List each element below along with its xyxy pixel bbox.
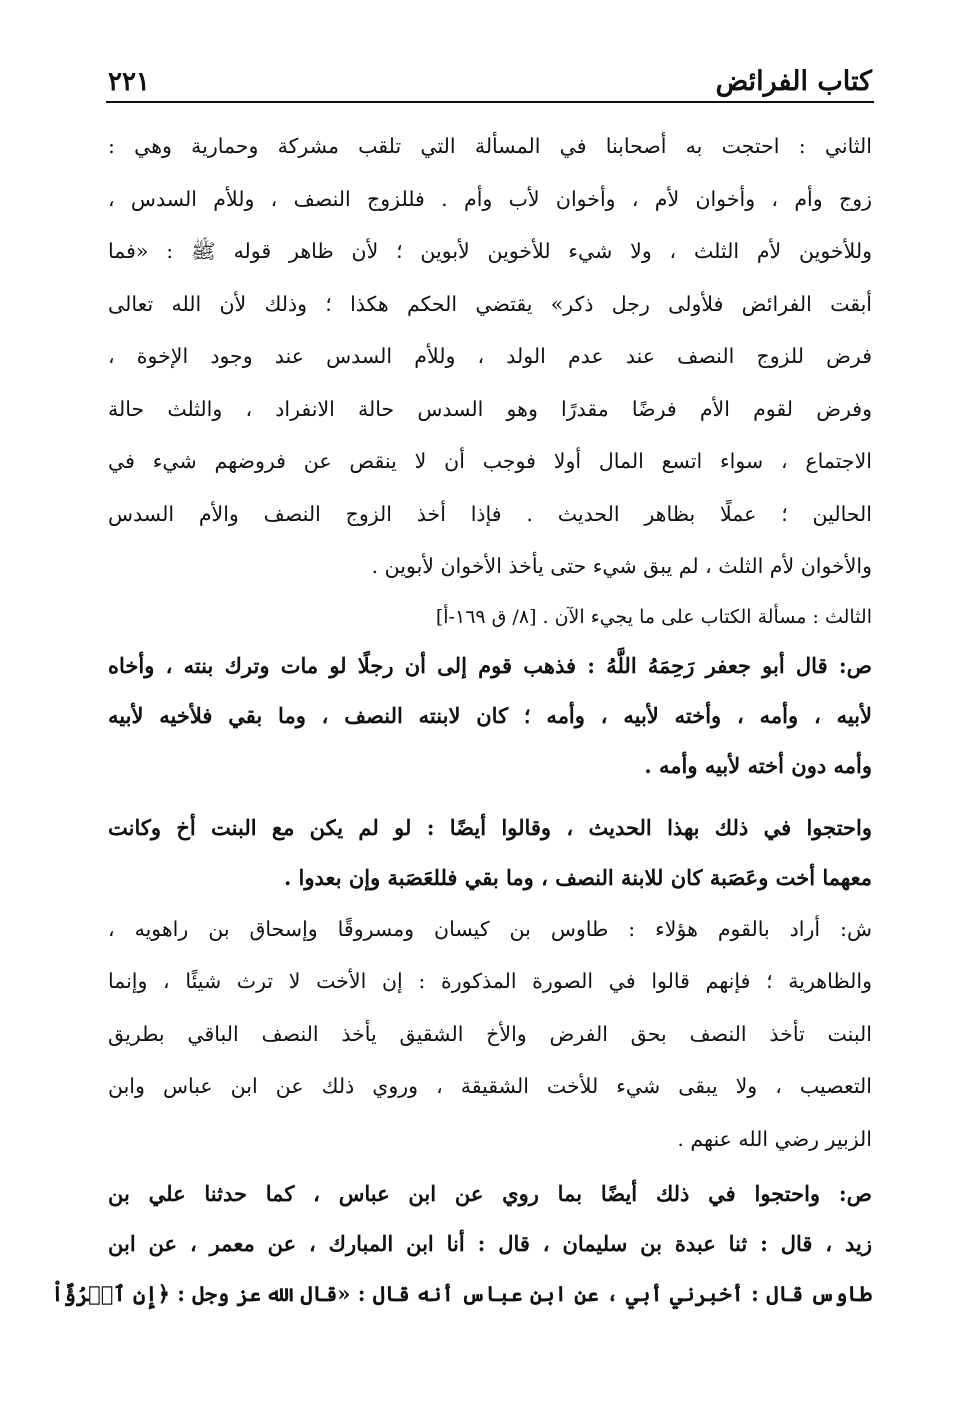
text-line: طاوس قال : أخبرني أبي ، عن ابن عباس أنه قال : «قال الله عز وجل : ﴿إِنِ ٱمۡرُؤٌاْ (51, 1281, 872, 1306)
paragraph-matn-2 (108, 803, 872, 903)
page-header (108, 52, 872, 100)
text-line: أبقت الفرائض فلأولى رجل ذكر» يقتضي الحكم هكذا ؛ وذلك لأن الله تعالى (108, 291, 872, 316)
text-line: ص: قال أبو جعفر رَحِمَهُ اللَّهُ : فذهب قوم إلى أن رجلًا لو مات وترك بنته ، وأخاه (108, 652, 872, 678)
text-line: معهما أخت وعَصَبة كان للابنة النصف ، وما بقي فللعَصَبة وإن بعدوا . (283, 864, 872, 890)
text-line: ص: واحتجوا في ذلك أيضًا بما روي عن ابن عباس ، كما حدثنا علي بن (108, 1181, 872, 1206)
text-line: التعصيب ، ولا يبقى شيء للأخت الشقيقة ، وروي ذلك عن ابن عباس وابن (108, 1074, 872, 1098)
text-line: الزبير رضي الله عنهم . (677, 1126, 872, 1151)
page-body (51, 120, 872, 1319)
text-line: فرض للزوج النصف عند عدم الولد ، وللأم السدس عند وجود الإخوة ، (108, 344, 872, 368)
text-line: زوج وأم ، وأخوان لأم ، وأخوان لأب وأم . فللزوج النصف ، وللأم السدس ، (108, 186, 872, 211)
header-rule (106, 101, 874, 103)
page-number: ٢٢١ (108, 67, 150, 97)
paragraph-sharh (108, 903, 872, 1166)
text-line: ش: أراد بالقوم هؤلاء : طاوس بن كيسان ومسروقًا وإسحاق بن راهويه ، (108, 916, 872, 941)
text-line: البنت تأخذ النصف بحق الفرض والأخ الشقيق يأخذ النصف الباقي بطريق (108, 1021, 872, 1046)
paragraph-matn-3 (51, 1169, 872, 1319)
text-line: والظاهرية ؛ فإنهم قالوا في الصورة المذكورة : إن الأخت لا ترث شيئًا ، وإنما (108, 969, 872, 993)
text-line: الحالين ؛ عملًا بظاهر الحديث . فإذا أخذ الزوج النصف والأم السدس (108, 501, 872, 526)
text-line: وفرض لقوم الأم فرضًا مقدرًا وهو السدس حالة الانفراد ، والثلث حالة (108, 396, 872, 421)
paragraph-matn-1 (108, 641, 872, 791)
text-line: الاجتماع ، سواء اتسع المال أولا فوجب أن لا ينقص عن فروضهم شيء في (108, 449, 872, 473)
paragraph-second (108, 120, 872, 593)
text-line: زيد ، قال : ثنا عبدة بن سليمان ، قال : أنا ابن المبارك ، عن معمر ، عن ابن (108, 1231, 872, 1256)
text-line: الثالث : مسألة الكتاب على ما يجيء الآن . [٨/ ق ١٦٩-أ] (435, 605, 872, 628)
text-line: واحتجوا في ذلك بهذا الحديث ، وقالوا أيضًا : لو لم يكن مع البنت أخ وكانت (108, 814, 872, 840)
text-line: والأخوان لأم الثلث ، لم يبق شيء حتى يأخذ الأخوان لأبوين . (371, 554, 872, 578)
text-line: الثاني : احتجت به أصحابنا في المسألة التي تلقب مشركة وحمارية وهي : (108, 134, 872, 158)
paragraph-third (108, 597, 872, 637)
running-title: كتاب الفرائض (715, 66, 872, 97)
text-line: وللأخوين لأم الثلث ، ولا شيء للأخوين لأبوين ؛ لأن ظاهر قوله ﷺ : «فما (108, 239, 872, 263)
text-line: وأمه دون أخته لأبيه وأمه . (644, 752, 872, 778)
text-line: لأبيه ، وأمه ، وأخته لأبيه ، وأمه ؛ كان لابنته النصف ، وما بقي فلأخيه لأبيه (108, 702, 872, 728)
